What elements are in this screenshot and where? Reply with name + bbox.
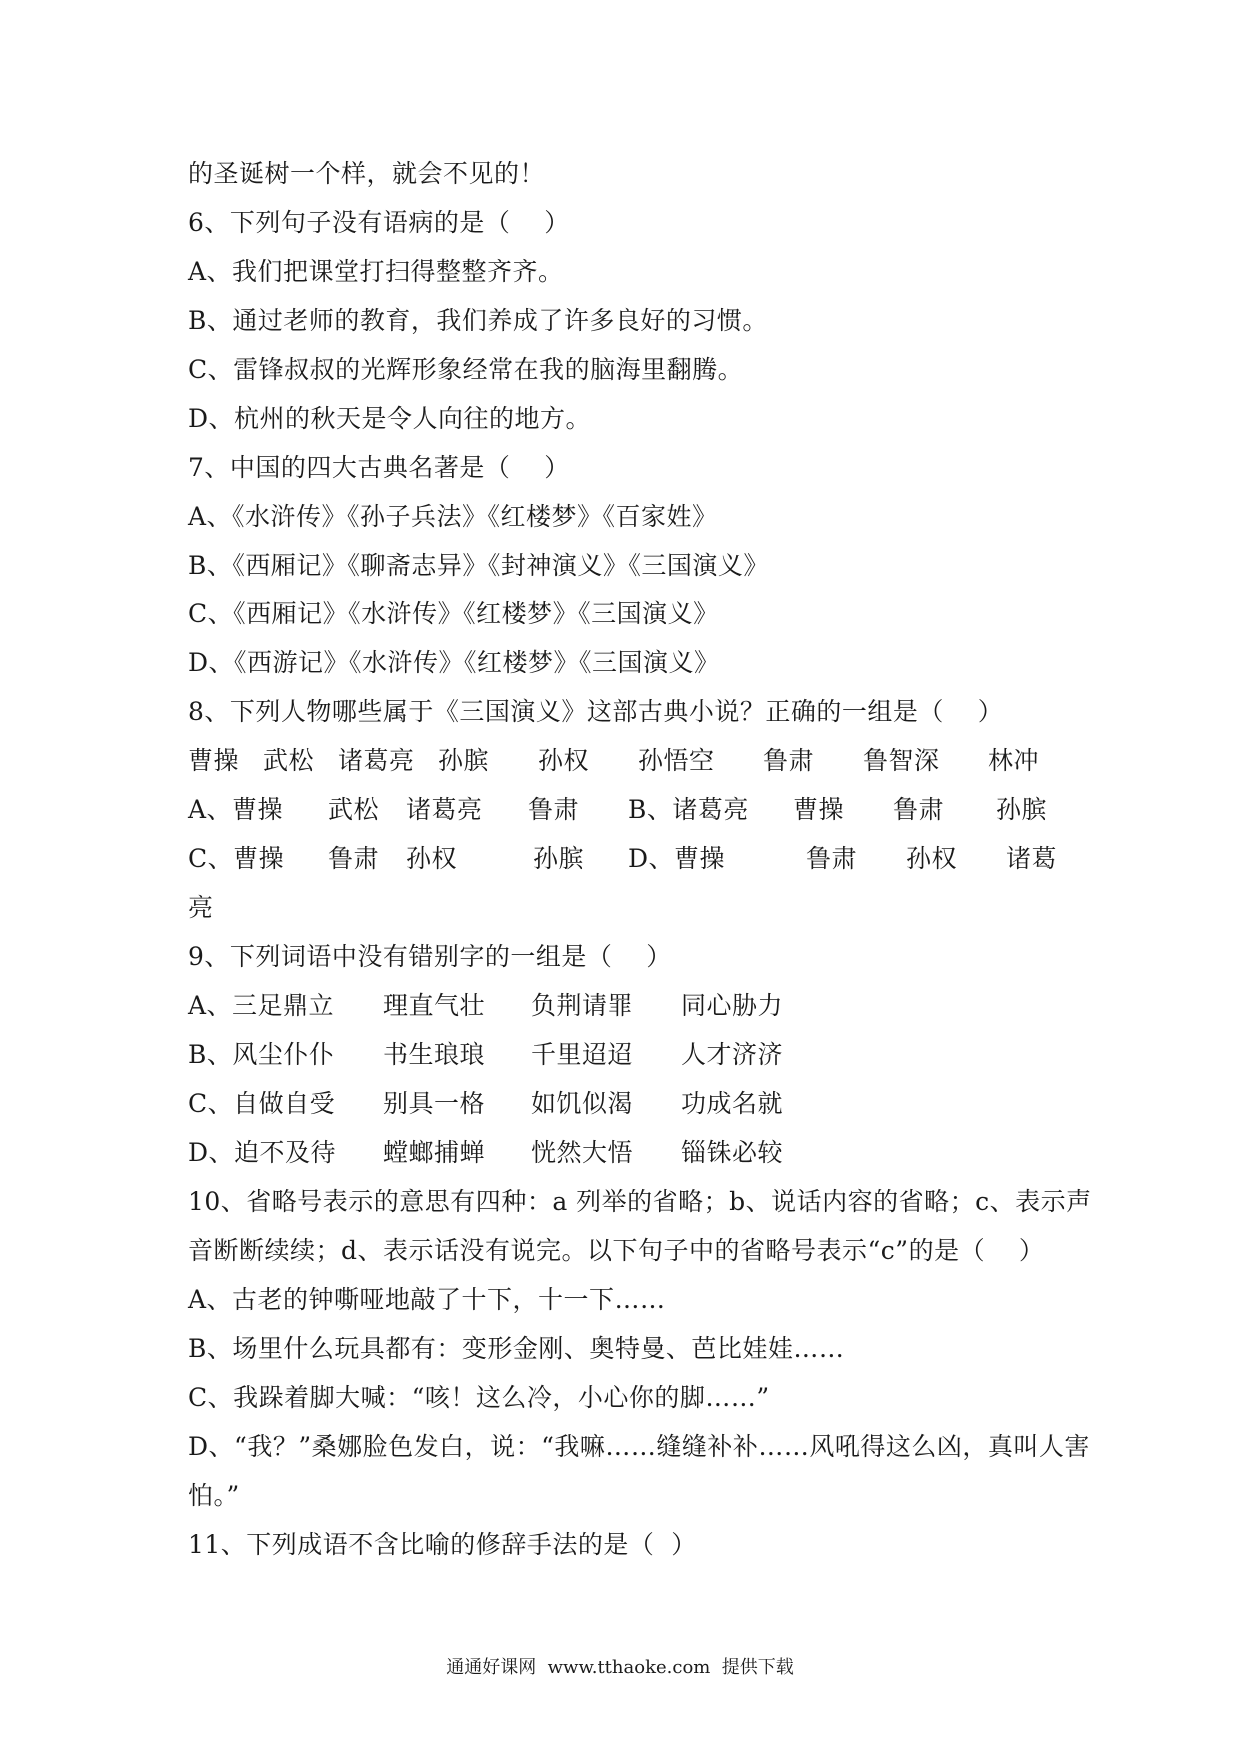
q8-option-d-item: 孙权 bbox=[906, 844, 958, 873]
character-name: 孙膑 bbox=[438, 746, 490, 775]
question-9-title: 9、下列词语中没有错别字的一组是（ ） bbox=[188, 942, 672, 971]
q9-option-b-row bbox=[188, 1039, 1068, 1071]
q8-option-d-label: D、曹操 bbox=[628, 844, 726, 873]
q7-option-b: B、《西厢记》《聊斋志异》《封神演义》《三国演义》 bbox=[188, 551, 769, 580]
q9-option-item: 人才济济 bbox=[681, 1040, 784, 1069]
q8-option-c-label: C、曹操 bbox=[188, 844, 285, 873]
question-7-title: 7、中国的四大古典名著是（ ） bbox=[188, 453, 570, 482]
q9-option-item: 别具一格 bbox=[383, 1089, 486, 1118]
q7-option-d: D、《西游记》《水浒传》《红楼梦》《三国演义》 bbox=[188, 648, 720, 677]
q8-option-d-wrap: 亮 bbox=[188, 893, 214, 922]
question-8-title: 8、下列人物哪些属于《三国演义》这部古典小说？正确的一组是（ ） bbox=[188, 697, 1004, 726]
question-6-title: 6、下列句子没有语病的是（ ） bbox=[188, 208, 570, 237]
q9-option-a-row bbox=[188, 990, 1068, 1022]
character-name: 曹操 bbox=[188, 746, 240, 775]
character-name: 林冲 bbox=[988, 746, 1040, 775]
q9-option-item: 功成名就 bbox=[681, 1089, 784, 1118]
q9-option-label: A、三足鼎立 bbox=[188, 991, 335, 1020]
q8-option-b-item: 鲁肃 bbox=[893, 795, 945, 824]
character-name: 孙权 bbox=[538, 746, 590, 775]
q9-option-item: 同心胁力 bbox=[681, 991, 784, 1020]
q8-option-d-item: 诸葛 bbox=[1006, 844, 1058, 873]
q6-option-a: A、我们把课堂打扫得整整齐齐。 bbox=[188, 257, 564, 286]
q10-option-d: D、“我？”桑娜脸色发白，说：“我嘛……缝缝补补……风吼得这么凶，真叫人害 bbox=[188, 1432, 1090, 1461]
question-10-title-cont: 音断断续续；d、表示话没有说完。以下句子中的省略号表示“c”的是（ ） bbox=[188, 1236, 1045, 1265]
q8-option-b-label: B、诸葛亮 bbox=[628, 795, 749, 824]
q8-option-c-item: 孙权 bbox=[406, 844, 458, 873]
q8-option-a-item: 鲁肃 bbox=[528, 795, 580, 824]
q9-option-label: C、自做自受 bbox=[188, 1089, 336, 1118]
q9-option-d-row bbox=[188, 1137, 1068, 1169]
q8-option-b-item: 曹操 bbox=[793, 795, 845, 824]
q8-characters-row bbox=[188, 745, 1068, 777]
q7-option-c: C、《西厢记》《水浒传》《红楼梦》《三国演义》 bbox=[188, 599, 719, 628]
character-name: 诸葛亮 bbox=[338, 746, 415, 775]
q8-option-d-item: 鲁肃 bbox=[806, 844, 858, 873]
q9-option-item: 锱铢必较 bbox=[681, 1138, 784, 1167]
q8-option-b-item: 孙膑 bbox=[996, 795, 1048, 824]
character-name: 鲁肃 bbox=[763, 746, 815, 775]
q9-option-item: 如饥似渴 bbox=[531, 1089, 634, 1118]
q9-option-c-row bbox=[188, 1088, 1068, 1120]
q8-option-a-label: A、曹操 bbox=[188, 795, 284, 824]
page-footer: 通通好课网 www.tthaoke.com 提供下载 bbox=[446, 1657, 794, 1678]
character-name: 孙悟空 bbox=[638, 746, 715, 775]
q9-option-item: 负荆请罪 bbox=[531, 991, 634, 1020]
text-line: 的圣诞树一个样，就会不见的！ bbox=[188, 159, 546, 188]
q6-option-c: C、雷锋叔叔的光辉形象经常在我的脑海里翻腾。 bbox=[188, 355, 744, 384]
q6-option-d: D、杭州的秋天是令人向往的地方。 bbox=[188, 404, 592, 433]
q6-option-b: B、通过老师的教育，我们养成了许多良好的习惯。 bbox=[188, 306, 768, 335]
q7-option-a: A、《水浒传》《孙子兵法》《红楼梦》《百家姓》 bbox=[188, 502, 718, 531]
character-name: 武松 bbox=[263, 746, 315, 775]
question-11-title: 11、下列成语不含比喻的修辞手法的是（ ） bbox=[188, 1530, 697, 1559]
q9-option-item: 书生琅琅 bbox=[383, 1040, 486, 1069]
q9-option-item: 千里迢迢 bbox=[531, 1040, 634, 1069]
q8-option-c-item: 鲁肃 bbox=[328, 844, 380, 873]
character-name: 鲁智深 bbox=[863, 746, 940, 775]
q8-options-cd-row bbox=[188, 843, 1068, 875]
q10-option-a: A、古老的钟嘶哑地敲了十下，十一下…… bbox=[188, 1285, 666, 1314]
q8-option-c-item: 孙膑 bbox=[533, 844, 585, 873]
q9-option-item: 恍然大悟 bbox=[531, 1138, 634, 1167]
q9-option-label: B、风尘仆仆 bbox=[188, 1040, 335, 1069]
q8-options-ab-row bbox=[188, 794, 1068, 826]
q10-option-c: C、我跺着脚大喊：“咳！这么冷，小心你的脚……” bbox=[188, 1383, 770, 1412]
q9-option-item: 螳螂捕蝉 bbox=[383, 1138, 486, 1167]
q9-option-item: 理直气壮 bbox=[383, 991, 486, 1020]
q8-option-a-item: 诸葛亮 bbox=[406, 795, 483, 824]
q8-option-a-item: 武松 bbox=[328, 795, 380, 824]
q10-option-d-cont: 怕。” bbox=[188, 1481, 240, 1510]
question-10-title: 10、省略号表示的意思有四种：a 列举的省略；b、说话内容的省略；c、表示声 bbox=[188, 1187, 1092, 1216]
q9-option-label: D、迫不及待 bbox=[188, 1138, 337, 1167]
q10-option-b: B、场里什么玩具都有：变形金刚、奥特曼、芭比娃娃…… bbox=[188, 1334, 845, 1363]
